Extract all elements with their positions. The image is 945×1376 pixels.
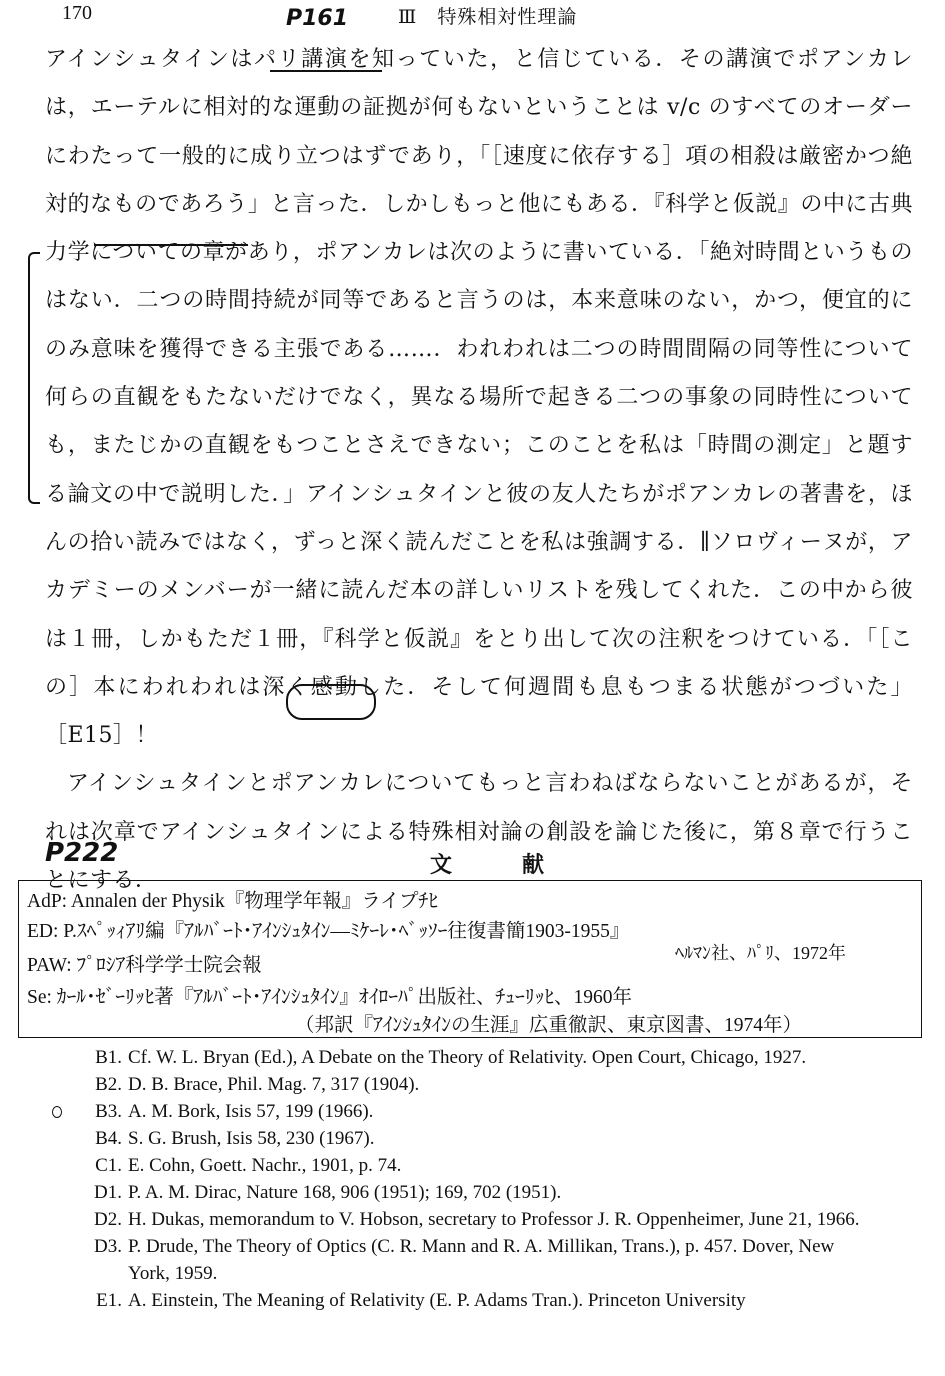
- abbreviation-item: Se: ｶｰﾙ･ｾﾞｰﾘｯﾋ著『ｱﾙﾊﾞｰﾄ･ｱｲﾝｼｭﾀｲﾝ』ｵｲﾛｰﾊﾟ出版社、ﾁｭｰﾘｯﾋ、1960年: [27, 987, 633, 1008]
- reference-entry: [70, 1206, 870, 1233]
- abbreviation-item: AdP: Annalen der Physik『物理学年報』ライプﾁﾋ: [27, 891, 439, 912]
- reference-entry: [70, 1098, 870, 1125]
- abbreviation-translation-note: （邦訳『ｱｲﾝｼｭﾀｲﾝの生涯』広重徹訳、東京図書、1974年）: [295, 1015, 803, 1036]
- abbreviation-item: PAW: ﾌﾟﾛｼｱ科学学士院会報: [27, 955, 262, 976]
- reference-entry: [70, 1287, 870, 1314]
- reference-entry: [70, 1044, 870, 1071]
- reference-label: B4.: [95, 1128, 122, 1149]
- reference-text: A. Einstein, The Meaning of Relativity (E. P. Adams Tran.). Princeton University: [128, 1290, 746, 1311]
- reference-text: P. A. M. Dirac, Nature 168, 906 (1951); 169, 702 (1951).: [128, 1182, 562, 1203]
- running-head: Ⅲ 特殊相対性理論: [398, 6, 578, 28]
- reference-entry: [70, 1233, 870, 1287]
- reference-entry: [70, 1071, 870, 1098]
- reference-text: S. G. Brush, Isis 58, 230 (1967).: [128, 1128, 375, 1149]
- handwritten-bracket-mark: [28, 252, 40, 504]
- main-body-text: [45, 36, 913, 905]
- reference-entry: [70, 1125, 870, 1152]
- reference-text: A. M. Bork, Isis 57, 199 (1966).: [128, 1101, 374, 1122]
- reference-label: E1.: [96, 1290, 122, 1311]
- page-number: 170: [62, 2, 92, 24]
- abbreviation-item: ED: P.ｽﾍﾟｯｨｱﾘ編『ｱﾙﾊﾞｰﾄ･ｱｲﾝｼｭﾀｲﾝ―ﾐｹｰﾚ･ﾍﾞｯｿｰ往復書簡1903-1955』: [27, 921, 630, 942]
- reference-label: B3.: [95, 1101, 122, 1122]
- reference-text: H. Dukas, memorandum to V. Hobson, secretary to Professor J. R. Oppenheimer, June 21, 1966.: [128, 1209, 860, 1230]
- reference-text: P. Drude, The Theory of Optics (C. R. Mann and R. A. Millikan, Trans.), p. 457. Dover, New York, 1959.: [128, 1236, 835, 1284]
- reference-label: C1.: [95, 1155, 122, 1176]
- reference-list: [70, 1044, 870, 1314]
- abbreviation-box: [18, 880, 922, 1038]
- abbreviation-publisher-note: ﾍﾙﾏﾝ社、ﾊﾟﾘ、1972年: [675, 943, 846, 963]
- handwritten-page-note-bottom: P222: [45, 838, 119, 868]
- reference-label: B1.: [95, 1047, 122, 1068]
- handwritten-page-note-top: P161: [286, 6, 349, 31]
- reference-label: D3.: [94, 1236, 122, 1257]
- reference-entry: [70, 1179, 870, 1206]
- body-paragraph: アインシュタインとポアンカレについてもっと言わねばならないことがあるが，それは次章でアインシュタインによる特殊相対論の創設を論じた後に，第８章で行うことにする．: [45, 771, 913, 894]
- reference-label: D1.: [94, 1182, 122, 1203]
- reference-label: B2.: [95, 1074, 122, 1095]
- section-heading-references: 文 献: [430, 852, 569, 878]
- handwritten-circle-mark: [52, 1106, 62, 1118]
- reference-entry: [70, 1152, 870, 1179]
- reference-text: Cf. W. L. Bryan (Ed.), A Debate on the Theory of Relativity. Open Court, Chicago, 1927.: [128, 1047, 807, 1068]
- reference-text: D. B. Brace, Phil. Mag. 7, 317 (1904).: [128, 1074, 420, 1095]
- reference-label: D2.: [94, 1209, 122, 1230]
- body-paragraph: アインシュタインはパリ講演を知っていた，と信じている．その講演でポアンカレは，エーテルに相対的な運動の証拠が何もないということは v/c のすべてのオーダーにわたって一般的に成り立つはずであり，「［速度に依存する］項の相殺は厳密かつ絶対的なものであろう」と言った．しかしもっと他にもある．『科学と仮説』の中に古典力学についての章があり，ポアンカレは次のように書いている．「絶対時間というものはない．二つの時間持続が同等であると言うのは，本来意味のない，かつ，便宜的にのみ意味を獲得できる主張である……．われわれは二つの時間間隔の同等性について何らの直観をもたないだけでなく，異なる場所で起きる二つの事象の同時性についても，またじかの直観をもつことさえできない；このことを私は「時間の測定」と題する論文の中で説明した．」アインシュタインと彼の友人たちがポアンカレの著書を，ほんの拾い読みではなく，ずっと深く読んだことを私は強調する．∥ソロヴィーヌが，アカデミーのメンバーが一緒に読んだ本の詳しいリストを残してくれた．この中から彼は１冊，しかもただ１冊，『科学と仮説』をとり出して次の注釈をつけている．「［この］本にわれわれは深く感動した．そして何週間も息もつまる状態がつづいた」［E15］！: [45, 47, 913, 749]
- reference-text: E. Cohn, Goett. Nachr., 1901, p. 74.: [128, 1155, 402, 1176]
